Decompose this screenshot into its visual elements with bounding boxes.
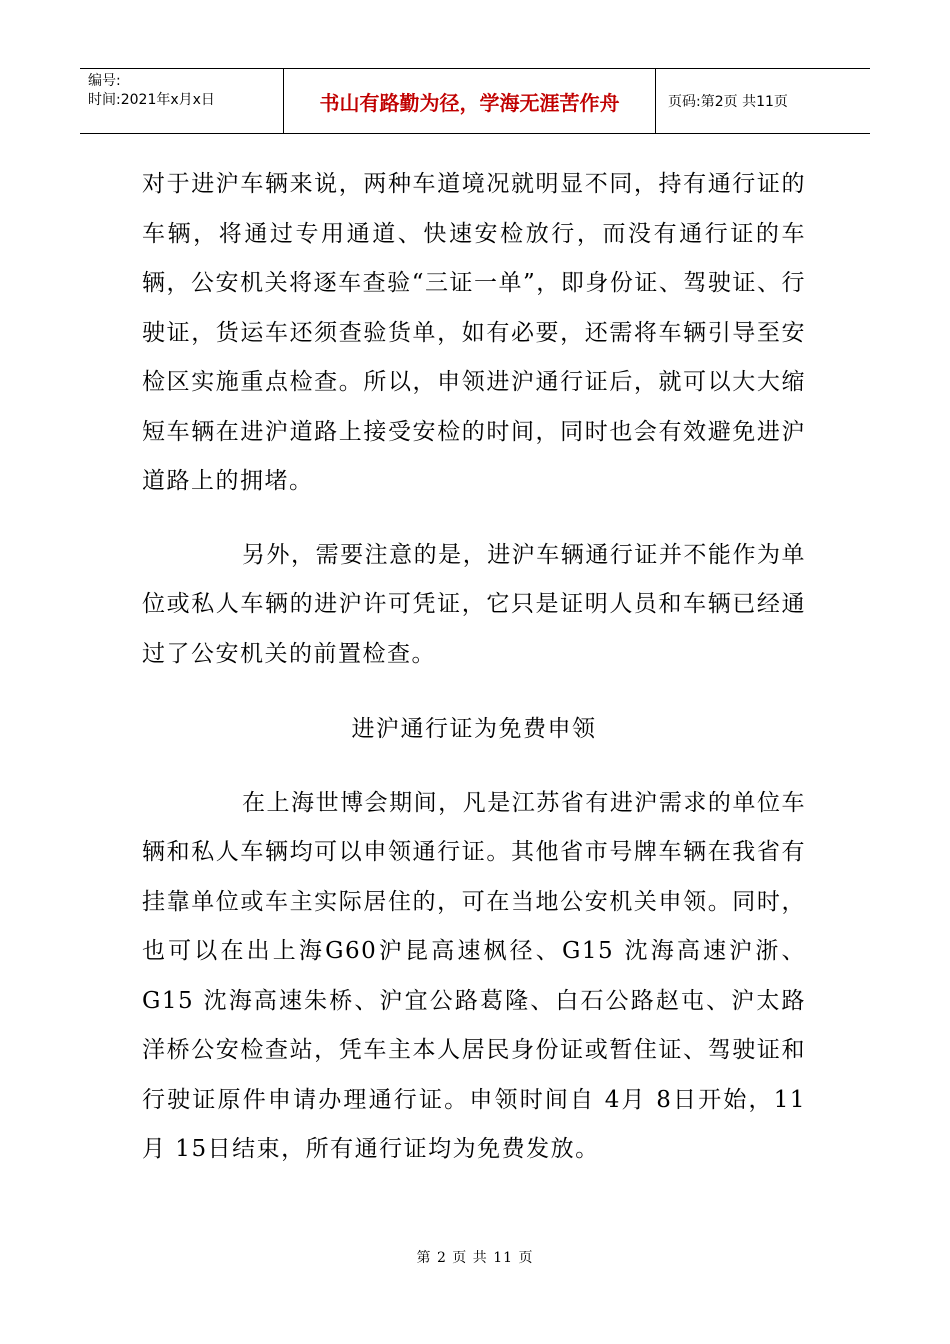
- document-number-label: 编号:: [88, 73, 121, 89]
- section-heading: 进沪通行证为免费申领: [351, 716, 597, 742]
- page-footer: 第 2 页 共 11 页: [416, 1250, 534, 1266]
- header-page-info: 页码:第2页 共11页: [668, 94, 788, 110]
- header-meta: [80, 69, 284, 133]
- header-motto: 书山有路勤为径，学海无涯苦作舟: [284, 69, 656, 133]
- paragraph-2: 另外，需要注意的是，进沪车辆通行证并不能作为单位或私人车辆的进沪许可凭证，它只是证明人员和车辆已经通过了公安机关的前置检查。: [142, 541, 806, 667]
- document-body: [142, 160, 806, 1175]
- paragraph-1: 对于进沪车辆来说，两种车道境况就明显不同，持有通行证的车辆，将通过专用通道、快速安检放行，而没有通行证的车辆，公安机关将逐车查验“三证一单”，即身份证、驾驶证、行驶证，货运车还须查验货单，如有必要，还需将车辆引导至安检区实施重点检查。所以，申领进沪通行证后，就可以大大缩短车辆在进沪道路上接受安检的时间，同时也会有效避免进沪道路上的拥堵。: [142, 171, 806, 494]
- document-time-label: 时间:2021年x月x日: [88, 92, 215, 108]
- page-header: [80, 68, 870, 134]
- paragraph-3: 在上海世博会期间，凡是江苏省有进沪需求的单位车辆和私人车辆均可以申领通行证。其他省市号牌车辆在我省有挂靠单位或车主实际居住的，可在当地公安机关申领。同时，也可以在出上海G60沪昆高速枫径、G15 沈海高速沪浙、G15 沈海高速朱桥、沪宜公路葛隆、白石公路赵屯、沪太路洋桥公安检查站，凭车主本人居民身份证或暂住证、驾驶证和行驶证原件申请办理通行证。申领时间自 4月 8日开始，11月 15日结束，所有通行证均为免费发放。: [142, 789, 806, 1162]
